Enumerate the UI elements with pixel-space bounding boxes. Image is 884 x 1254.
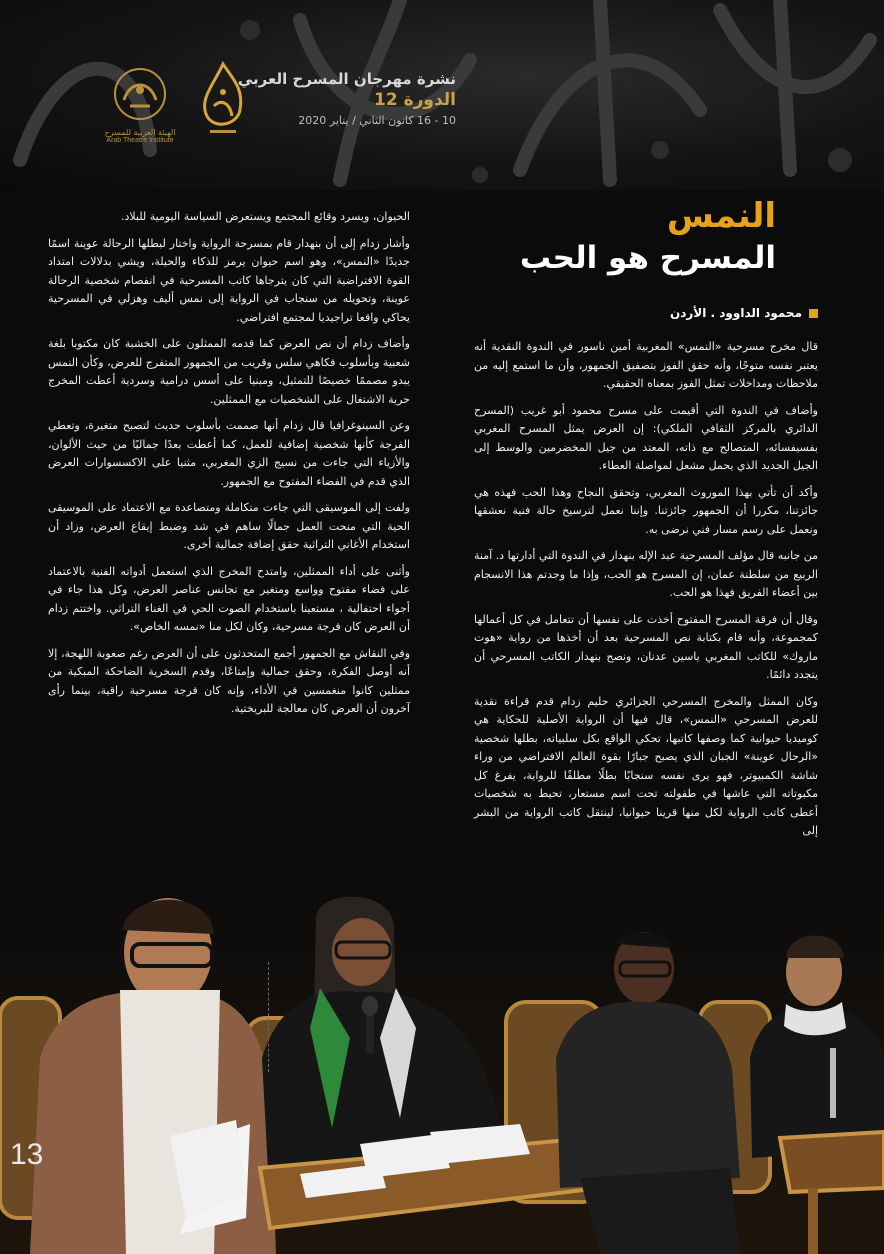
article-kicker: النمس	[666, 196, 776, 236]
institute-emblem-icon	[112, 66, 168, 122]
article-column-right	[474, 338, 818, 849]
paragraph: وأضاف زدام أن نص العرض كما قدمه الممثلون على الخشبة كان مكتوبا بلغة شعبية وبأسلوب فكاهي سلس وقريب من الجمهور المتفرج للعرض، وكأن النمس يبدو مصممًا خصيصًا للتمثيل، ومبنيا على أسس درامية وسردية أعطت المخرج حرية الاشتغال على الشخصيات مع الممثلين.	[47, 337, 410, 406]
byline	[670, 306, 818, 320]
paragraph: وأكد أن تأتي بهذا الموروث المغربي، وتحقق النجاح وهذا الحب فهذه هي جائزتنا، مكررا أن الجمهور جائزتنا. وإننا نعمل لترسيخ حالة فنية نعشقها ونعمل على رسم مسار فني نرضى به.	[474, 485, 818, 536]
paragraph: وفي النقاش مع الجمهور أجمع المتحدثون على أن العرض رغم صعوبة اللهجة، إلا أنه أوصل الفكرة، وحقق جمالية وإمتاعًا، وقدم السخرية الضاحكة المبكية من ممثلين كانوا منغمسين في الأداء، وإنه كان فرجة مسرحية راقية، بينما رأى آخرون أن العرض كان معالجة للبريختية.	[48, 646, 410, 715]
paragraph: من جانبه قال مؤلف المسرحية عبد الإله بنهدار في الندوة التي أدارتها د. آمنة الربيع من سلطنة عمان، إن المسرح هو الحب، وإذا ما وجدتم هذا الانسجام بين أعضاء الفريق فهذا هو الحب.	[474, 549, 818, 599]
article-title: المسرح هو الحب	[519, 240, 776, 276]
byline-square-icon	[809, 309, 818, 318]
paragraph: ولفت إلى الموسيقى التي جاءت متكاملة ومتصاعدة مع الاعتماد على الموسيقى الحية التي منحت العمل جمالًا ساهم في شد وضبط إيقاع العرض، وزاد أن استخدام الأغاني التراثية حقق إضافة جمالية أخرى.	[48, 501, 410, 551]
issue-info	[237, 70, 456, 127]
festival-logo-icon	[192, 58, 254, 140]
paragraph: وأشار زدام إلى أن بنهدار قام بمسرحة الرواية واختار لبطلها الرحالة عوينة اسمًا جديدًا «النمس»، وهو اسم حيوان يرمز للذكاء والحيلة، ويشي بدلالات امتداد القوة الافتراضية التي كان يترجاها كاتب المسرحية في انفصام شخصية الرحالة عوينة، وتحويله من سنجاب في الرواية إلى نمس أليف وهزلي في المسرحية يحاكي واقعا تراجيديا لمجتمع افتراضي.	[48, 236, 410, 324]
institute-name-ar: الهيئة العربية للمسرح	[104, 128, 176, 137]
page-number: 13	[10, 1138, 44, 1171]
panel-photo	[0, 888, 884, 1254]
article-headline	[520, 196, 776, 280]
paragraph: وكان الممثل والمخرج المسرحي الجزائري حليم زدام قدم قراءة نقدية للعرض المسرحي «النمس»، قال فيها أن الرواية الأصلية للحكاية هي كوميديا حيوانية كما وصفها كاتبها، تحكي الواقع بكل سلبياته، بطلها شخصية «الرحال عوينة» الجبان الذي يصبح جبارًا بقوة العالم الافتراضي من وراء شاشة الكمبيوتر، فهو يرى نفسه سنجابًا بطلًا مطلقًا للرواية، يفرغ كل مكبوتاته التي عاشها في طفولته تحت اسم مستعار، تحيط به شخصيات أعطى كاتب الرواية لكل منها قرينا حيوانيا، لينتقل كاتب الرواية من البشر إلى	[474, 694, 818, 837]
issue-dates: 10 - 16 كانون الثاني / يناير 2020	[298, 114, 456, 127]
paragraph: الحيوان، ويسرد وقائع المجتمع ويستعرض السياسة اليومية للبلاد.	[120, 210, 410, 223]
article-column-left	[48, 208, 410, 727]
paragraph: وعن السينوغرافيا قال زدام أنها صممت بأسلوب حديث لتصبح متغيرة، وتعطي الفرجة كأنها شخصية إضافية للعمل، كما أعطت بعدًا جماليًا من حيث الألوان، والأزياء التي جاءت من نسيج الزي المغربي، مثنيا على الاكسسوارات العرض الذي قدم في الفضاء المفتوح مع الجمهور.	[48, 419, 410, 488]
author-name: محمود الداوود . الأردن	[670, 306, 802, 320]
institute-name-en: Arab Theatre Institute	[106, 137, 174, 144]
masthead	[0, 0, 884, 190]
edition-label: الدورة 12	[373, 90, 456, 110]
paragraph: قال مخرج مسرحية «النمس» المغربية أمين ناسور في الندوة النقدية أنه يعتبر نفسه متوجًا، وأنه حقق الفوز بتصفيق الجمهور، وأن ما استمع إليه من ملاحظات ومداخلات تمثل الفوز بمعناه الحقيقي.	[474, 340, 818, 390]
dashed-guide-line	[268, 962, 270, 1072]
paragraph: وأثنى على أداء الممثلين، وامتدح المخرج الذي استعمل أدواته الفنية بالاعتماد على فضاء مفتوح وواسع ومتغير مع تجانس عناصر العرض، وكل هذا جاء في أجواء احتفالية ، مستعينا باستخدام الصوت الحي في الغناء التراثي. واختتم زدام أن العرض كان فرجة مسرحية، وكان لكل منا «نمسه الخاص».	[48, 564, 410, 633]
paragraph: وقال أن فرقة المسرح المفتوح أخذت على نفسها أن تتعامل في كل أعمالها كمجموعة، وأنه قام بكتابة نص المسرحية بعد أن أخذها من رواية «هوت ماروك» للكاتب المغربي ياسين عدنان، ونصح بنهدار الكاتب المسرحي أن يتجدد دائمًا.	[474, 612, 818, 681]
institute-logo	[100, 66, 180, 154]
paragraph: وأضاف في الندوة التي أقيمت على مسرح محمود أبو غريب (المسرح الدائري بالمركز الثقافي الملكي): إن العرض يمثل المسرح المغربي بفسيفسائه، المتصالح مع ذاته، المعتد من جيل المخضرمين والوسط إلى الجيل الجديد الذي يحمل مشعل لمواصلة العطاء.	[474, 403, 818, 472]
bulletin-title: نشرة مهرجان المسرح العربي	[237, 70, 456, 88]
